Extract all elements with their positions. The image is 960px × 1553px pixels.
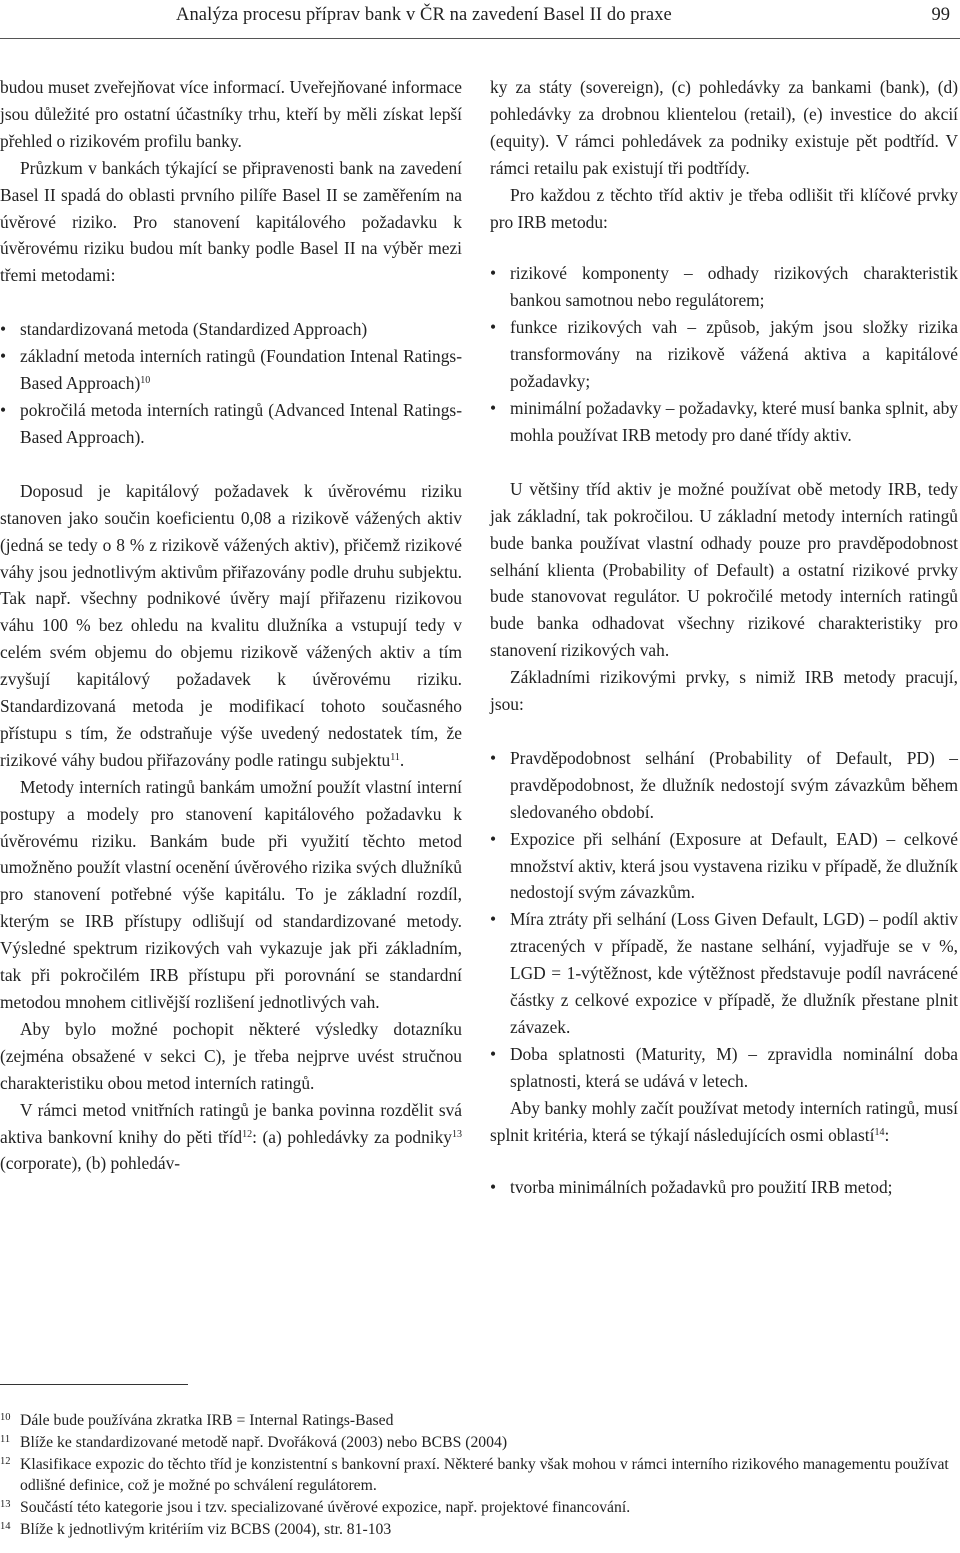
running-title: Analýza procesu příprav bank v ČR na zavedení Basel II do praxe <box>176 5 672 25</box>
paragraph: Metody interních ratingů bankám umožní použít vlastní interní postupy a modely pro stanovení kapitálového požadavku k úvěrovému riziku. Bankám bude při využití těchto metod umožněno použít vlastní ocenění úvěrového rizika svých dlužníků pro stanovení potřebné výše kapitálu. To je základní rozdíl, kterým se IRB přístupy odlišují od standardizované metody. Výsledné spektrum rizikových vah vykazuje jak při základním, tak při pokročilém IRB přístupu při porovnání se standardní metodou mnohem citlivější rozlišení jednotlivých vah. <box>0 776 462 1012</box>
key-elements-list <box>490 260 958 448</box>
paragraph: Aby bylo možné pochopit některé výsledky dotazníku (zejména obsažené v sekci C), je třeba nejprve uvést stručnou charakteristiku obou metod interních ratingů. <box>0 1018 462 1093</box>
paragraph: ky za státy (sovereign), (c) pohledávky za bankami (bank), (d) pohledávky za drobnou klientelou (retail), (e) investice do akcií (equity). V rámci pohledávek za podniky existuje pět podtříd. V rámci retailu pak existují tři podtřídy. <box>490 77 958 178</box>
footnote: 11 Blíže ke standardizované metodě např. Dvořáková (2003) nebo BCBS (2004) <box>0 1433 508 1451</box>
page-number: 99 <box>931 5 950 25</box>
paragraph: Doposud je kapitálový požadavek k úvěrovému riziku stanoven jako součin koeficientu 0,08 a rizikově vážených aktiv (jedná se tedy o 8 % z rizikově vážených aktiv), přičemž rizikové váhy jsou jednotlivým aktivům přiřazovány podle druhu subjektu. Tak např. všechny podnikové úvěry mají přiřazenu rizikovou váhu 100 % bez ohledu na kvalitu dlužníka a vstupují tedy v celém svém objemu do objemu rizikově vážených aktiv a tím zvyšují kapitálový požadavek k úvěrovému riziku. Standardizovaná metoda je modifikací tohoto současného přístupu s tím, že odstraňuje výše uvedený nedostatek tím, že rizikové váhy budou přiřazovány podle ratingu subjektu$^{11}$. <box>0 480 462 770</box>
list-item: • standardizovaná metoda (Standardized Approach) <box>0 316 462 343</box>
footnote-ref: 10 <box>140 375 151 387</box>
paragraph: budou muset zveřejňovat více informací. Uveřejňované informace jsou důležité pro ostatní účastníky trhu, kteří by měli získat lepší přehled o rizikovém profilu banky. <box>0 77 462 151</box>
criteria-list <box>490 1174 958 1201</box>
list-item: • Doba splatnosti (Maturity, M) – zpravidla nominální doba splatnosti, která se udává v letech. <box>490 1041 958 1095</box>
footnote: 13 Součástí této kategorie jsou i tzv. specializované úvěrové expozice, např. projektové financování. <box>0 1499 631 1517</box>
method-list <box>0 316 462 451</box>
paragraph: Základními rizikovými prvky, s nimiž IRB metody pracují, jsou: <box>490 667 958 715</box>
footnote-ref: 13 <box>452 1128 462 1140</box>
footnote-ref: 12 <box>242 1128 253 1140</box>
page-header <box>0 0 960 44</box>
footnote: 10 Dále bude používána zkratka IRB = Internal Ratings-Based <box>0 1412 394 1429</box>
footnotes <box>0 1410 958 1541</box>
list-item: • minimální požadavky – požadavky, které musí banka splnit, aby mohla používat IRB metody pro dané třídy aktiv. <box>490 395 958 449</box>
footnote: 14 Blíže k jednotlivým kritériím viz BCBS (2004), str. 81-103 <box>0 1520 392 1538</box>
paragraph: Aby banky mohly začít používat metody interních ratingů, musí splnit kritéria, která se týkají následujících osmi oblastí$^{14}$: <box>490 1097 958 1145</box>
paragraph: U většiny tříd aktiv je možné používat obě metody IRB, tedy jak základní, tak pokročilou. U základní metody interních ratingů bude banka používat vlastní odhady pouze pro pravděpodobnost selhání klienta (Probability of Default) a ostatní rizikové prvky bude stanovovat regulátor. U pokročilé metody interních ratingů bude banka odhadovat všechny rizikové charakteristiky pro stanovení rizikových vah. <box>490 478 958 661</box>
footnote-ref: 11 <box>390 751 400 763</box>
risk-parameters-list <box>490 745 958 1095</box>
paragraph: Průzkum v bankách týkající se připravenosti bank na zavedení Basel II spadá do oblasti prvního pilíře Basel II se zaměřením na úvěrové riziko. Pro stanovení kapitálového požadavku k úvěrovému riziku budou mít banky podle Basel II na výběr mezi třemi metodami: <box>0 157 462 286</box>
header-rule <box>0 38 960 39</box>
paragraph: Pro každou z těchto tříd aktiv je třeba odlišit tři klíčové prvky pro IRB metodu: <box>490 184 958 232</box>
footnote: 12 Klasifikace expozic do těchto tříd je konzistentní s bankovní praxí. Některé banky však mohou v rámci interního rizikového managementu používat odlišné definice, což je možné po schválení regulátorem. <box>0 1455 949 1495</box>
list-item: • tvorba minimálních požadavků pro použití IRB metod; <box>490 1174 958 1201</box>
list-item: • rizikové komponenty – odhady rizikových charakteristik bankou samotnou nebo regulátorem; <box>490 260 958 314</box>
list-item: • Míra ztráty při selhání (Loss Given Default, LGD) – podíl aktiv ztracených v případě, že nastane selhání, vyjadřuje se v %, LGD = 1-výtěžnost, kde výtěžnost představuje podíl navrácené částky z celkové expozice v případě, že dlužník přestane plnit závazek. <box>490 906 958 1041</box>
footnote-ref: 14 <box>874 1126 885 1138</box>
list-item: • Pravděpodobnost selhání (Probability of Default, PD) – pravděpodobnost, že dlužník nedostojí svým závazkům během sledovaného období. <box>490 745 958 826</box>
list-item: • Expozice při selhání (Exposure at Default, EAD) – celkové množství aktiv, která jsou vystavena riziku v případě, že dlužník nedostojí svým závazkům. <box>490 826 958 907</box>
left-column <box>0 74 462 1177</box>
list-item: • základní metoda interních ratingů (Foundation Intenal Ratings-Based Approach)$^{10}$ <box>0 343 462 397</box>
list-item: • pokročilá metoda interních ratingů (Advanced Intenal Ratings-Based Approach). <box>0 397 462 451</box>
paragraph: V rámci metod vnitřních ratingů je banka povinna rozdělit svá aktiva bankovní knihy do pěti tříd$^{12}$: (a) pohledávky za podniky$^{13}$ (corporate), (b) pohledáv- <box>0 1099 462 1174</box>
right-column <box>490 74 958 1200</box>
list-item: • funkce rizikových vah – způsob, jakým jsou složky rizika transformovány na rizikově vážená aktiva a kapitálové požadavky; <box>490 314 958 395</box>
footnote-separator <box>0 1384 188 1385</box>
